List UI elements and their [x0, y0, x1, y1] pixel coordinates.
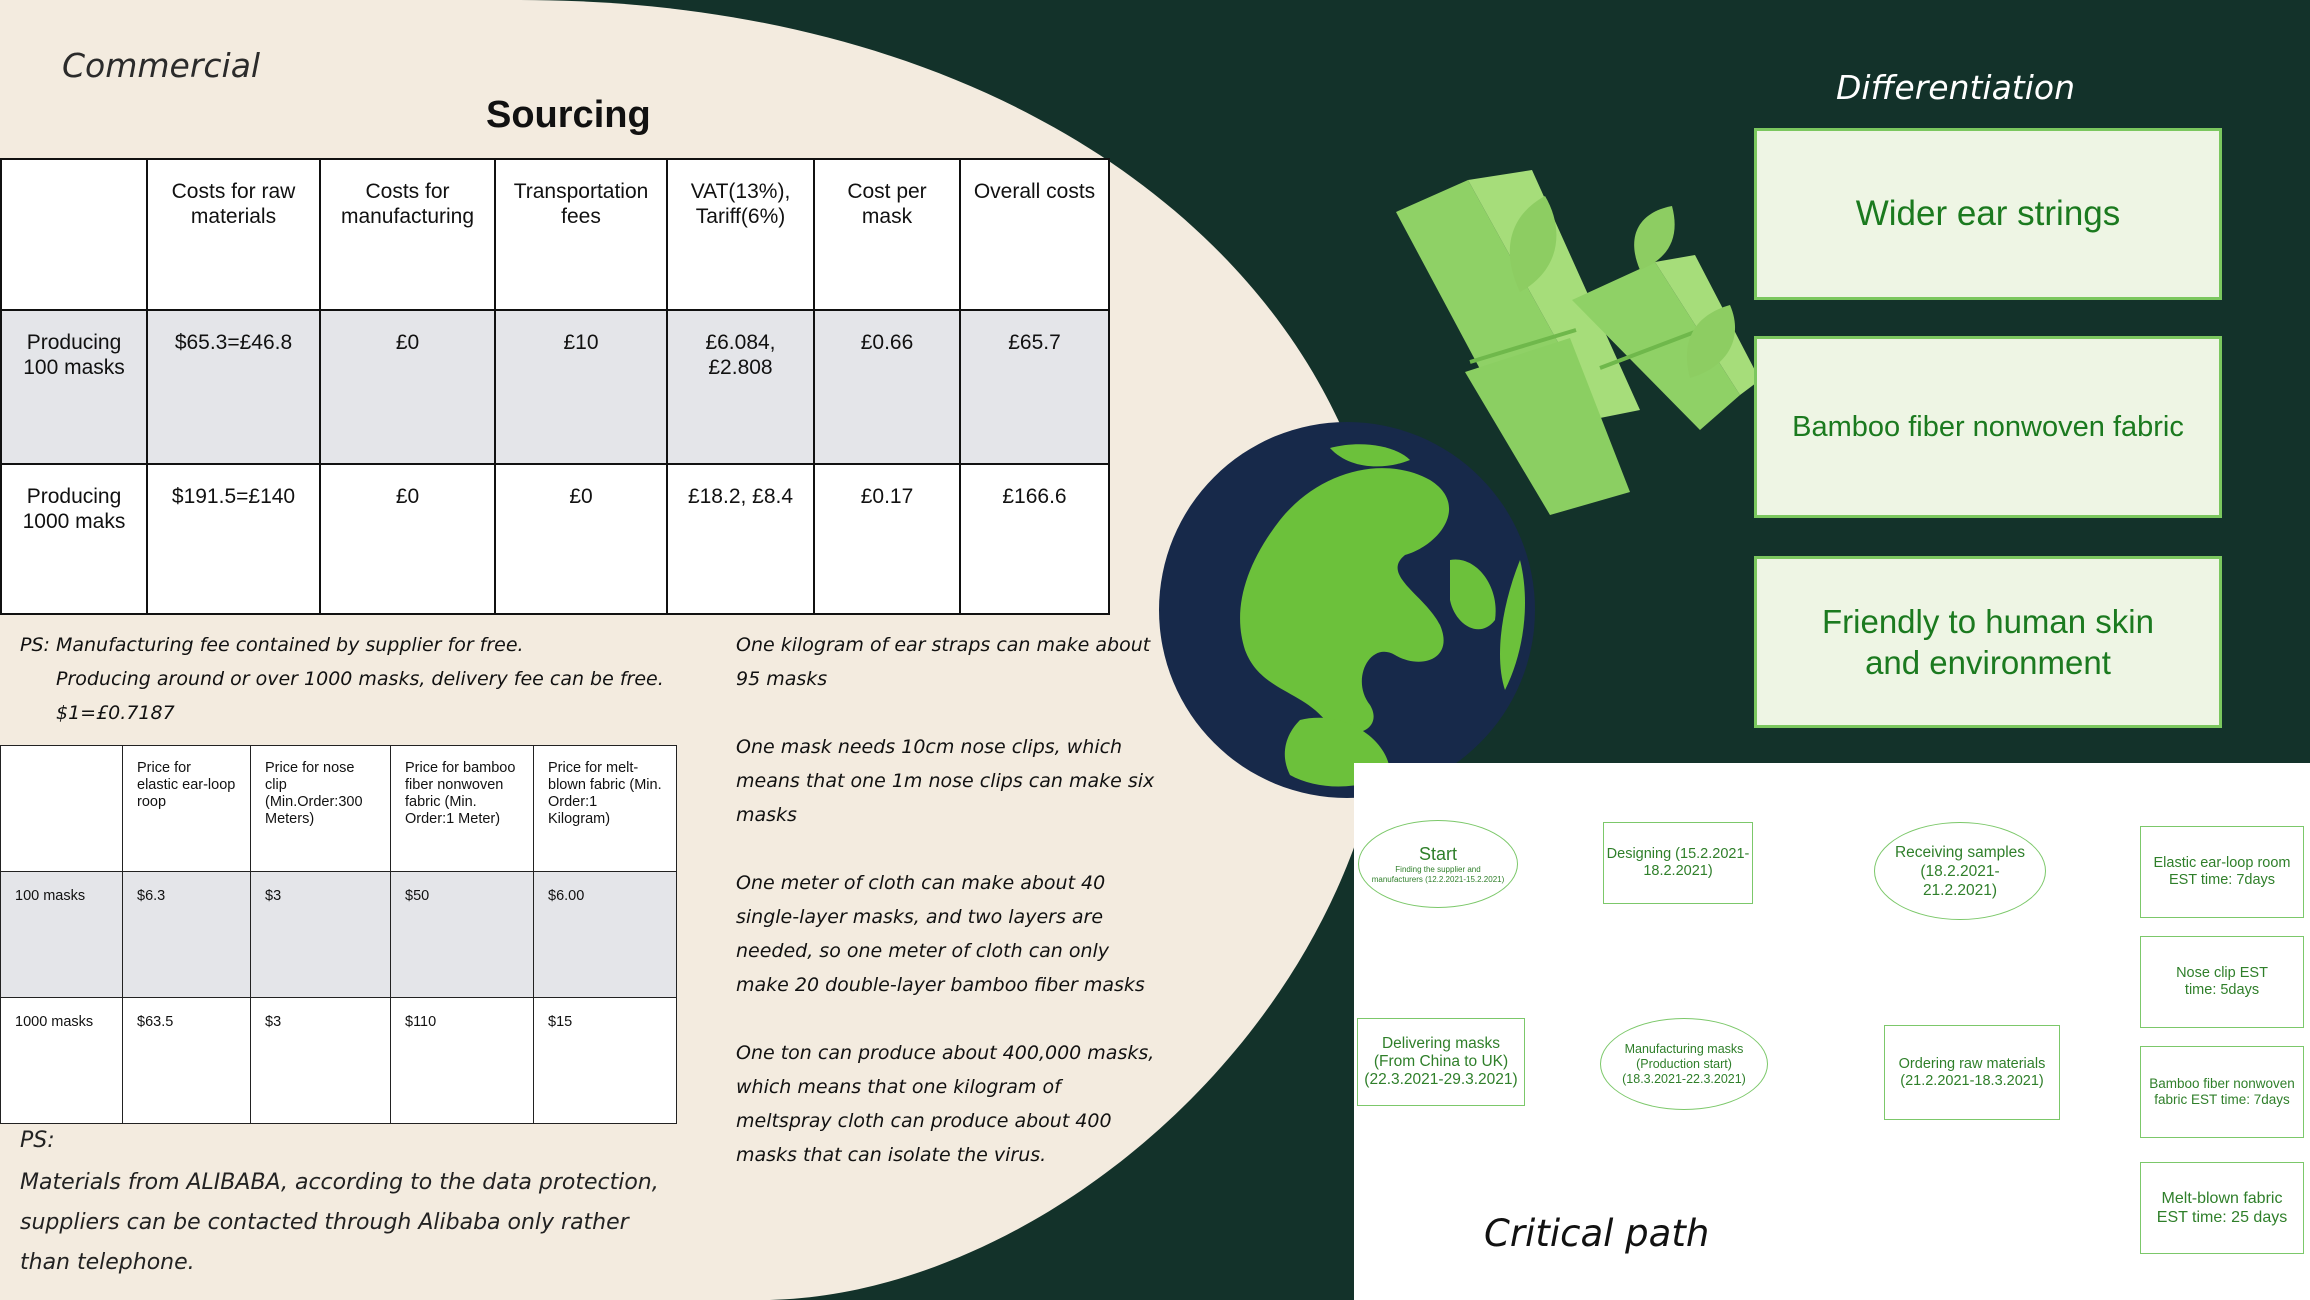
cp-receiving-node: [1874, 822, 2046, 920]
price-cell: $15: [534, 998, 677, 1124]
cost-table: [0, 158, 1110, 615]
cost-header-cell: Cost per mask: [814, 159, 960, 310]
price-header-cell: Price for bamboo fiber nonwoven fabric (Min. Order:1 Meter): [391, 746, 534, 872]
cost-cell: $65.3=£46.8: [147, 310, 320, 464]
price-cell: $3: [251, 872, 391, 998]
cost-cell: £166.6: [960, 464, 1109, 614]
diff-bamboo-text: Bamboo fiber nonwoven fabric: [1792, 411, 2184, 443]
cost-header-cell: Overall costs: [960, 159, 1109, 310]
price-cell: 1000 masks: [1, 998, 123, 1124]
price-header-cell: Price for nose clip (Min.Order:300 Meters): [251, 746, 391, 872]
cost-cell: £6.084, £2.808: [667, 310, 814, 464]
note-nose-clips: One mask needs 10cm nose clips, which means that one 1m nose clips can make six masks: [736, 736, 1155, 826]
notes-block: [736, 628, 1156, 1206]
price-cell: $3: [251, 998, 391, 1124]
cp-designing-text: Designing (15.2.2021-18.2.2021): [1606, 846, 1750, 879]
price-cell: $50: [391, 872, 534, 998]
price-cell: $6.3: [123, 872, 251, 998]
price-cell: $6.00: [534, 872, 677, 998]
sourcing-title: Sourcing: [486, 94, 651, 136]
cost-cell: £0.66: [814, 310, 960, 464]
cost-cell: £0: [320, 464, 495, 614]
cp-delivering-node: [1357, 1018, 1525, 1106]
price-header-cell: Price for elastic ear-loop roop: [123, 746, 251, 872]
cost-cell: £65.7: [960, 310, 1109, 464]
cp-manufacturing-node: [1600, 1018, 1768, 1110]
price-cell: $63.5: [123, 998, 251, 1124]
price-table-header: [1, 746, 677, 872]
cost-table-header: [1, 159, 1109, 310]
cost-cell: Producing 100 masks: [1, 310, 147, 464]
diff-box-ear-strings: [1754, 128, 2222, 300]
cp-bamboo-text: Bamboo fiber nonwoven fabric EST time: 7days: [2149, 1076, 2295, 1107]
cp-start-title: Start: [1418, 844, 1457, 864]
cost-cell: $191.5=£140: [147, 464, 320, 614]
cp-designing-node: [1603, 822, 1753, 904]
cp-bamboo-node: [2140, 1046, 2304, 1138]
table-row: [1, 872, 677, 998]
diff-box-bamboo-fabric: [1754, 336, 2222, 518]
cost-header-cell: [1, 159, 147, 310]
cost-header-cell: Costs for raw materials: [147, 159, 320, 310]
cp-manufacturing-text: Manufacturing masks (Production start) (18.3.2021-22.3.2021): [1622, 1041, 1746, 1086]
cp-delivering-text: Delivering masks (From China to UK) (22.3.2021-29.3.2021): [1364, 1035, 1518, 1088]
diff-box-skin-friendly: [1754, 556, 2222, 728]
table-row: [1, 998, 677, 1124]
ps-note-1: PS: Manufacturing fee contained by supplier for free.: [20, 634, 524, 656]
price-cell: $110: [391, 998, 534, 1124]
globe-icon: [1159, 422, 1535, 798]
critical-path-title: Critical path: [1484, 1212, 1710, 1255]
cp-ordering-node: [1884, 1025, 2060, 1120]
cp-start-node: [1358, 820, 1518, 908]
cp-ordering-text: Ordering raw materials (21.2.2021-18.3.2021): [1898, 1055, 2046, 1089]
ps2-text: Materials from ALIBABA, according to the data protection, suppliers can be contacted through Alibaba only rather than telephone.: [20, 1170, 659, 1275]
note-meltspray: One ton can produce about 400,000 masks, which means that one kilogram of meltspray cloth can produce about 400 masks that can isolate the virus.: [736, 1042, 1155, 1166]
cost-cell: £18.2, £8.4: [667, 464, 814, 614]
ps-note-2: Producing around or over 1000 masks, delivery fee can be free.: [56, 668, 664, 690]
cp-elastic-text: Elastic ear-loop room EST time: 7days: [2153, 855, 2291, 888]
cp-receiving-text: Receiving samples (18.2.2021-21.2.2021): [1894, 843, 2026, 899]
cp-elastic-node: [2140, 826, 2304, 918]
diff-skin-text: Friendly to human skin and environment: [1822, 603, 2154, 681]
price-cell: 100 masks: [1, 872, 123, 998]
cost-cell: Producing 1000 maks: [1, 464, 147, 614]
cp-nose-node: [2140, 936, 2304, 1028]
price-header-cell: Price for melt-blown fabric (Min. Order:1 Kilogram): [534, 746, 677, 872]
cost-header-cell: Transportation fees: [495, 159, 667, 310]
cp-melt-node: [2140, 1162, 2304, 1254]
commercial-label: Commercial: [62, 46, 261, 85]
cost-cell: £10: [495, 310, 667, 464]
cp-nose-text: Nose clip EST time: 5days: [2176, 965, 2268, 998]
price-table: [0, 745, 677, 1124]
note-cloth: One meter of cloth can make about 40 single-layer masks, and two layers are needed, so one meter of cloth can only make 20 double-layer bamboo fiber masks: [736, 872, 1145, 996]
exchange-rate: $1=£0.7187: [56, 702, 175, 724]
cost-cell: £0.17: [814, 464, 960, 614]
cost-cell: £0: [320, 310, 495, 464]
cp-melt-text: Melt-blown fabric EST time: 25 days: [2156, 1190, 2288, 1226]
diff-ear-strings-text: Wider ear strings: [1855, 194, 2121, 233]
differentiation-title: Differentiation: [1836, 68, 2076, 107]
cost-header-cell: VAT(13%), Tariff(6%): [667, 159, 814, 310]
cp-start-sub: Finding the supplier and manufacturers (12.2.2021-15.2.2021): [1371, 865, 1505, 884]
note-ear-straps: One kilogram of ear straps can make about 95 masks: [736, 634, 1151, 690]
price-header-cell: [1, 746, 123, 872]
table-row: [1, 464, 1109, 614]
cost-cell: £0: [495, 464, 667, 614]
table-row: [1, 310, 1109, 464]
cost-header-cell: Costs for manufacturing: [320, 159, 495, 310]
ps2-label: PS:: [20, 1128, 55, 1153]
